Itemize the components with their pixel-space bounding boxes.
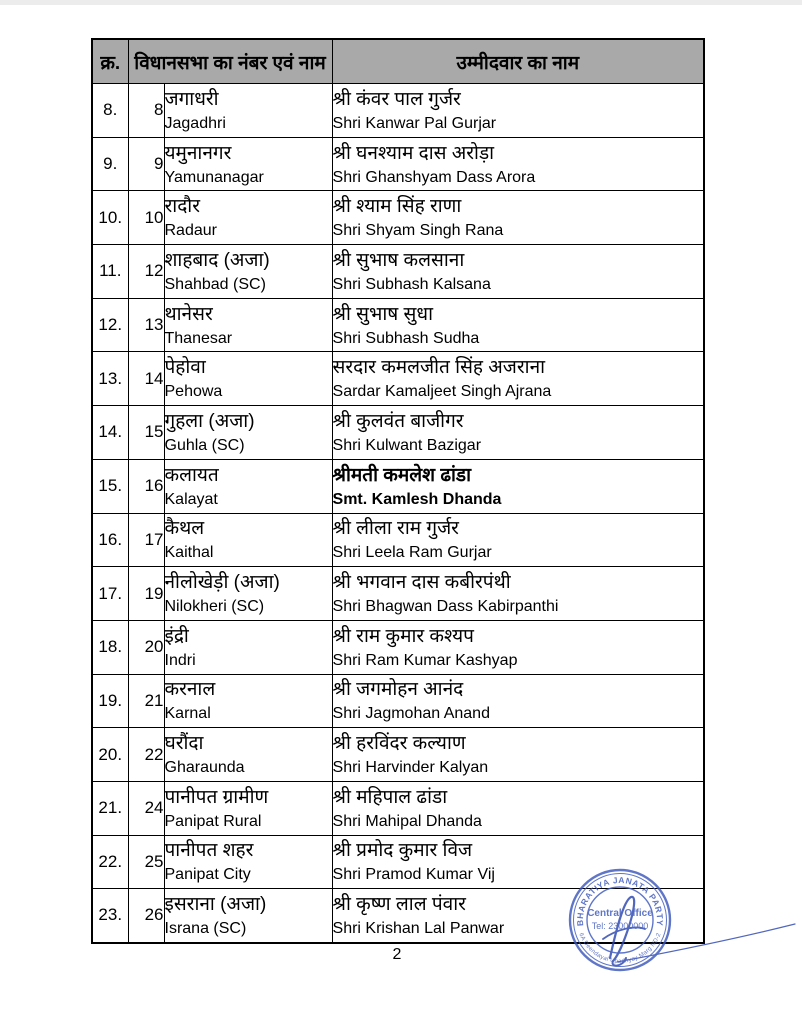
constituency-name-cell — [164, 459, 332, 513]
constituency-name-english: Indri — [164, 651, 196, 669]
table-row — [92, 728, 704, 782]
candidate-name-cell — [332, 728, 704, 782]
constituency-name-hindi: जगाधरी — [164, 88, 219, 110]
candidate-name-hindi: श्रीमती कमलेश ढांडा — [332, 464, 472, 486]
candidate-name-hindi: श्री हरविंदर कल्याण — [332, 733, 466, 755]
table-row — [92, 781, 704, 835]
stamp-arc-top-text: BHARATIYA JANATA PARTY — [574, 874, 666, 927]
serial-cell: 16. — [92, 513, 128, 567]
candidate-name-cell — [332, 84, 704, 138]
constituency-name-english: Israna (SC) — [164, 919, 247, 937]
serial-cell: 17. — [92, 567, 128, 621]
constituency-name-cell — [164, 406, 332, 460]
table-header-row — [92, 39, 704, 84]
constituency-number-cell: 22 — [128, 728, 164, 782]
serial-cell: 10. — [92, 191, 128, 245]
constituency-name-english: Panipat City — [164, 866, 251, 884]
constituency-name-hindi: रादौर — [164, 196, 200, 218]
page-number: 2 — [392, 946, 402, 963]
candidate-name-hindi: श्री भगवान दास कबीरपंथी — [332, 572, 511, 594]
constituency-name-english: Gharaunda — [164, 759, 245, 777]
constituency-name-cell — [164, 567, 332, 621]
candidate-name-english: Shri Pramod Kumar Vij — [332, 866, 495, 884]
candidate-name-english: Shri Leela Ram Gurjar — [332, 544, 492, 562]
constituency-name-cell — [164, 191, 332, 245]
candidate-name-english: Shri Kulwant Bazigar — [332, 436, 482, 454]
constituency-name-cell — [164, 889, 332, 943]
constituency-name-hindi: गुहला (अजा) — [164, 410, 255, 432]
constituency-name-hindi: घरौंदा — [164, 733, 204, 755]
candidate-name-hindi: श्री घनश्याम दास अरोड़ा — [332, 142, 495, 164]
candidate-name-hindi: श्री सुभाष सुधा — [332, 303, 434, 325]
candidate-name-cell — [332, 674, 704, 728]
candidate-name-english: Shri Mahipal Dhanda — [332, 812, 482, 830]
serial-cell: 11. — [92, 245, 128, 299]
constituency-name-cell — [164, 835, 332, 889]
candidate-name-english: Shri Harvinder Kalyan — [332, 759, 489, 777]
constituency-number-cell: 25 — [128, 835, 164, 889]
candidate-name-english: Shri Bhagwan Dass Kabirpanthi — [332, 598, 559, 616]
table-row — [92, 620, 704, 674]
table-row — [92, 245, 704, 299]
stamp-arc-bottom-text: 6A Deendayal Upadhyay Marg ND-2 — [577, 932, 663, 965]
candidate-name-hindi: श्री सुभाष कलसाना — [332, 249, 465, 271]
constituency-number-cell: 24 — [128, 781, 164, 835]
candidate-name-cell — [332, 459, 704, 513]
constituency-name-hindi: शाहबाद (अजा) — [164, 249, 270, 271]
constituency-name-cell — [164, 781, 332, 835]
table-row — [92, 459, 704, 513]
candidate-name-english: Shri Jagmohan Anand — [332, 705, 490, 723]
constituency-number-cell: 8 — [128, 84, 164, 138]
serial-cell: 13. — [92, 352, 128, 406]
candidate-name-english: Shri Ram Kumar Kashyap — [332, 651, 518, 669]
constituency-name-hindi: इसराना (अजा) — [164, 893, 267, 915]
candidate-name-cell — [332, 567, 704, 621]
candidate-name-hindi: श्री लीला राम गुर्जर — [332, 518, 459, 540]
constituency-name-english: Thanesar — [164, 329, 233, 347]
constituency-name-cell — [164, 620, 332, 674]
constituency-number-cell: 10 — [128, 191, 164, 245]
serial-cell: 23. — [92, 889, 128, 943]
constituency-name-english: Yamunanagar — [164, 168, 264, 186]
constituency-name-cell — [164, 674, 332, 728]
candidate-name-cell — [332, 781, 704, 835]
scan-edge-artifact — [0, 0, 802, 5]
constituency-name-hindi: यमुनानगर — [164, 142, 232, 164]
constituency-name-english: Shahbad (SC) — [164, 275, 266, 293]
candidate-name-english: Shri Shyam Singh Rana — [332, 222, 504, 240]
constituency-name-cell — [164, 513, 332, 567]
serial-cell: 21. — [92, 781, 128, 835]
constituency-name-english: Karnal — [164, 705, 211, 723]
candidate-name-hindi: श्री महिपाल ढांडा — [332, 786, 448, 808]
candidate-name-cell — [332, 137, 704, 191]
candidate-name-hindi: श्री राम कुमार कश्यप — [332, 625, 474, 647]
constituency-name-hindi: कैथल — [164, 518, 205, 540]
constituency-name-hindi: पानीपत ग्रामीण — [164, 786, 269, 808]
constituency-name-english: Panipat Rural — [164, 812, 262, 830]
constituency-number-cell: 12 — [128, 245, 164, 299]
constituency-name-cell — [164, 84, 332, 138]
constituency-number-cell: 9 — [128, 137, 164, 191]
constituency-number-cell: 17 — [128, 513, 164, 567]
constituency-name-hindi: कलायत — [164, 464, 219, 486]
constituency-name-cell — [164, 245, 332, 299]
constituency-name-hindi: थानेसर — [164, 303, 213, 325]
constituency-name-english: Nilokheri (SC) — [164, 598, 265, 616]
candidate-name-hindi: श्री प्रमोद कुमार विज — [332, 840, 473, 862]
stamp-tel-line: Tel: 23000000 — [591, 921, 649, 931]
serial-cell: 12. — [92, 298, 128, 352]
serial-cell: 18. — [92, 620, 128, 674]
candidate-name-cell — [332, 298, 704, 352]
serial-cell: 9. — [92, 137, 128, 191]
candidate-name-hindi: श्री कृष्ण लाल पंवार — [332, 893, 466, 915]
candidate-name-english: Shri Ghanshyam Dass Arora — [332, 168, 536, 186]
candidate-name-cell — [332, 513, 704, 567]
candidate-name-english: Shri Subhash Kalsana — [332, 275, 491, 293]
candidate-name-cell — [332, 352, 704, 406]
candidate-name-english: Shri Kanwar Pal Gurjar — [332, 114, 497, 132]
serial-cell: 20. — [92, 728, 128, 782]
constituency-number-cell: 16 — [128, 459, 164, 513]
table-row — [92, 137, 704, 191]
serial-cell: 22. — [92, 835, 128, 889]
constituency-number-cell: 26 — [128, 889, 164, 943]
table-row — [92, 406, 704, 460]
candidate-name-cell — [332, 406, 704, 460]
constituency-name-hindi: इंद्री — [164, 625, 189, 647]
table-row — [92, 298, 704, 352]
constituency-number-cell: 20 — [128, 620, 164, 674]
serial-cell: 8. — [92, 84, 128, 138]
candidate-name-english: Shri Krishan Lal Panwar — [332, 919, 505, 937]
candidate-name-english: Sardar Kamaljeet Singh Ajrana — [332, 383, 552, 401]
constituency-name-english: Kalayat — [164, 490, 218, 508]
constituency-number-cell: 19 — [128, 567, 164, 621]
header-serial: क्र. — [92, 39, 128, 84]
candidate-name-hindi: श्री जगमोहन आनंद — [332, 679, 464, 701]
constituency-number-cell: 13 — [128, 298, 164, 352]
constituency-name-hindi: करनाल — [164, 679, 216, 701]
candidate-name-english: Smt. Kamlesh Dhanda — [332, 490, 502, 508]
constituency-name-hindi: पेहोवा — [164, 357, 206, 379]
constituency-name-english: Radaur — [164, 222, 217, 240]
candidate-name-english: Shri Subhash Sudha — [332, 329, 480, 347]
stamp-office-line: Central Office — [587, 908, 653, 919]
constituency-name-cell — [164, 352, 332, 406]
serial-cell: 15. — [92, 459, 128, 513]
constituency-name-english: Jagadhri — [164, 114, 226, 132]
constituency-name-english: Pehowa — [164, 383, 223, 401]
table-row — [92, 84, 704, 138]
constituency-number-cell: 21 — [128, 674, 164, 728]
party-stamp — [555, 855, 800, 1024]
constituency-name-hindi: नीलोखेड़ी (अजा) — [164, 572, 280, 594]
candidate-name-cell — [332, 245, 704, 299]
candidate-name-hindi: श्री कंवर पाल गुर्जर — [332, 88, 461, 110]
candidate-name-hindi: श्री कुलवंत बाजीगर — [332, 410, 464, 432]
constituency-name-hindi: पानीपत शहर — [164, 840, 254, 862]
constituency-name-english: Kaithal — [164, 544, 214, 562]
header-candidate: उम्मीदवार का नाम — [332, 39, 704, 84]
constituency-name-cell — [164, 137, 332, 191]
table-row — [92, 513, 704, 567]
table-row — [92, 674, 704, 728]
candidate-table — [91, 38, 705, 944]
constituency-number-cell: 15 — [128, 406, 164, 460]
constituency-name-english: Guhla (SC) — [164, 436, 245, 454]
table-row — [92, 567, 704, 621]
table-row — [92, 191, 704, 245]
constituency-name-cell — [164, 298, 332, 352]
candidate-name-cell — [332, 191, 704, 245]
serial-cell: 19. — [92, 674, 128, 728]
candidate-name-hindi: सरदार कमलजीत सिंह अजराना — [332, 357, 546, 379]
constituency-number-cell: 14 — [128, 352, 164, 406]
candidate-name-cell — [332, 620, 704, 674]
table-row — [92, 352, 704, 406]
serial-cell: 14. — [92, 406, 128, 460]
constituency-name-cell — [164, 728, 332, 782]
candidate-name-hindi: श्री श्याम सिंह राणा — [332, 196, 462, 218]
header-constituency: विधानसभा का नंबर एवं नाम — [128, 39, 332, 84]
